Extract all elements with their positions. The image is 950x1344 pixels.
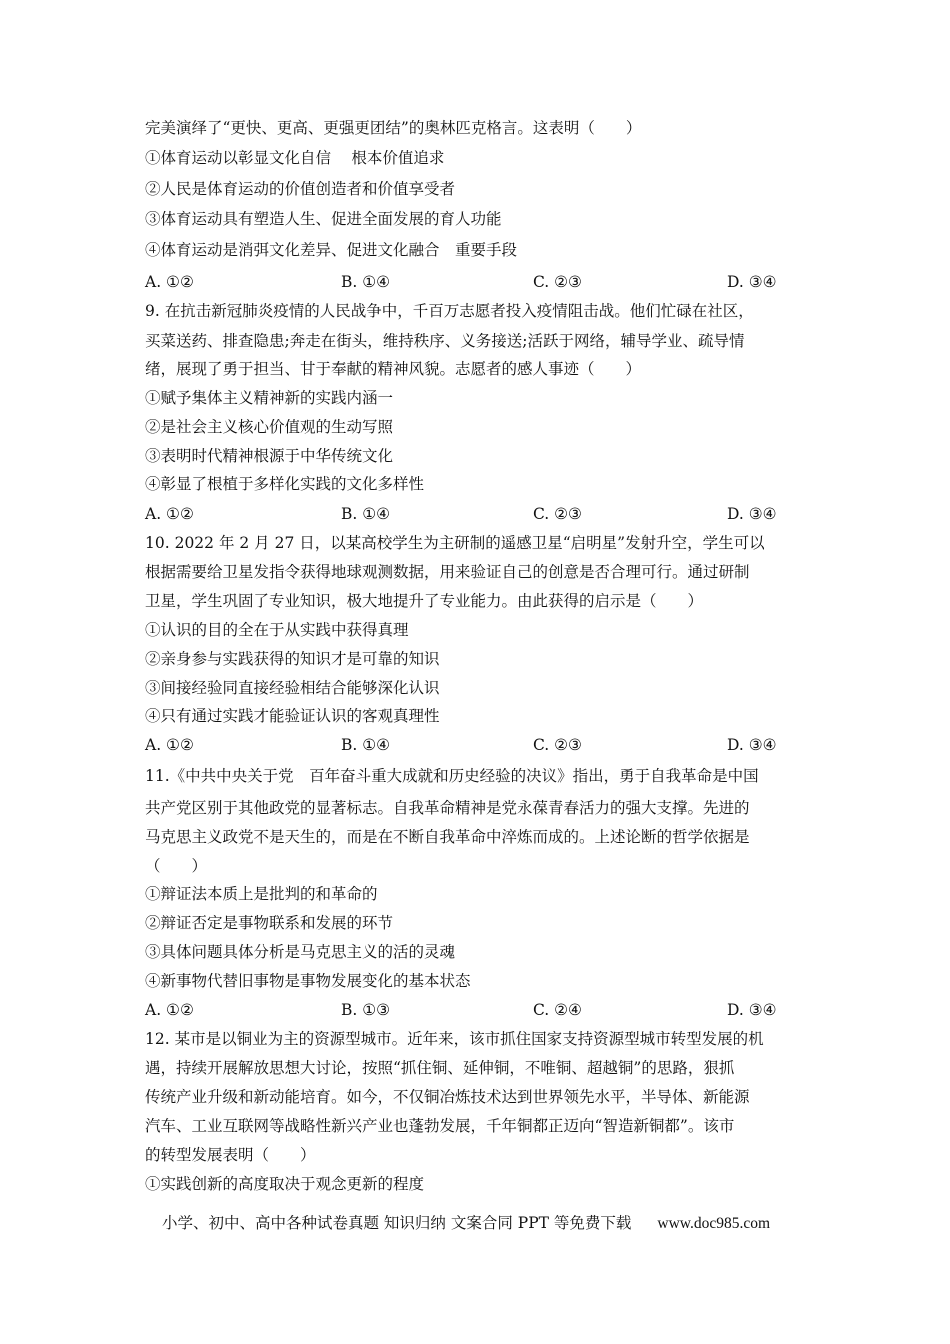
q8-option-d: D. ③④ <box>727 273 777 291</box>
q11-item-2: ②辩证否定是事物联系和发展的环节 <box>145 914 394 932</box>
q10-item-3: ③间接经验同直接经验相结合能够深化认识 <box>145 679 440 697</box>
q8-option-c: C. ②③ <box>533 273 582 291</box>
q8-options <box>145 272 805 292</box>
q11-option-d: D. ③④ <box>727 1001 777 1019</box>
q11-stem-line-1: 11.《中共中央关于党 百年奋斗重大成就和历史经验的决议》指出，勇于自我革命是中国 <box>145 767 759 785</box>
q10-option-b: B. ①④ <box>341 736 391 754</box>
q9-options <box>145 504 805 524</box>
q12-stem-line-4: 汽车、工业互联网等战略性新兴产业也蓬勃发展，千年铜都正迈向“智造新铜都”。该市 <box>145 1117 735 1135</box>
q9-option-c: C. ②③ <box>533 505 582 523</box>
q10-options <box>145 735 805 755</box>
q8-stem-line: 完美演绎了“更快、更高、更强更团结”的奥林匹克格言。这表明（ ） <box>145 119 642 137</box>
q9-stem-line-3: 绪，展现了勇于担当、甘于奉献的精神风貌。志愿者的感人事迹（ ） <box>145 360 642 378</box>
q10-item-4: ④只有通过实践才能验证认识的客观真理性 <box>145 707 440 725</box>
q8-item-2: ②人民是体育运动的价值创造者和价值享受者 <box>145 180 456 198</box>
q10-option-a: A. ①② <box>145 736 194 754</box>
footer-text: 小学、初中、高中各种试卷真题 知识归纳 文案合同 PPT 等免费下载 <box>162 1214 632 1232</box>
q9-option-a: A. ①② <box>145 505 194 523</box>
q10-item-1: ①认识的目的全在于从实践中获得真理 <box>145 621 409 639</box>
q11-option-a: A. ①② <box>145 1001 194 1019</box>
q11-stem-line-3: 马克思主义政党不是天生的，而是在不断自我革命中淬炼而成的。上述论断的哲学依据是 <box>145 828 750 846</box>
q9-stem-line-1: 9. 在抗击新冠肺炎疫情的人民战争中，千百万志愿者投入疫情阻击战。他们忙碌在社区， <box>145 302 754 320</box>
footer-url-link[interactable]: www.doc985.com <box>657 1215 771 1232</box>
q11-option-c: C. ②④ <box>533 1001 582 1019</box>
q10-stem-line-3: 卫星，学生巩固了专业知识，极大地提升了专业能力。由此获得的启示是（ ） <box>145 592 704 610</box>
q11-options <box>145 1000 805 1020</box>
q10-option-d: D. ③④ <box>727 736 777 754</box>
q12-stem-line-3: 传统产业升级和新动能培育。如今，不仅铜冶炼技术达到世界领先水平，半导体、新能源 <box>145 1088 750 1106</box>
q10-item-2: ②亲身参与实践获得的知识才是可靠的知识 <box>145 650 440 668</box>
q9-option-b: B. ①④ <box>341 505 391 523</box>
q10-stem-line-2: 根据需要给卫星发指令获得地球观测数据，用来验证自己的创意是否合理可行。通过研制 <box>145 563 750 581</box>
q12-item-1: ①实践创新的高度取决于观念更新的程度 <box>145 1175 425 1193</box>
q12-stem-line-1: 12. 某市是以铜业为主的资源型城市。近年来，该市抓住国家支持资源型城市转型发展的机 <box>145 1030 764 1048</box>
q11-option-b: B. ①③ <box>341 1001 391 1019</box>
q9-item-1: ①赋予集体主义精神新的实践内涵一 <box>145 389 394 407</box>
q8-item-3: ③体育运动具有塑造人生、促进全面发展的育人功能 <box>145 210 502 228</box>
q8-item-1: ①体育运动以彰显文化自信 根本价值追求 <box>145 149 445 167</box>
q9-item-3: ③表明时代精神根源于中华传统文化 <box>145 447 394 465</box>
q8-option-b: B. ①④ <box>341 273 391 291</box>
q11-item-3: ③具体问题具体分析是马克思主义的活的灵魂 <box>145 943 456 961</box>
q8-option-a: A. ①② <box>145 273 194 291</box>
q9-option-d: D. ③④ <box>727 505 777 523</box>
q10-option-c: C. ②③ <box>533 736 582 754</box>
q11-item-1: ①辩证法本质上是批判的和革命的 <box>145 885 378 903</box>
q12-stem-line-2: 遇，持续开展解放思想大讨论，按照“抓住铜、延伸铜，不唯铜、超越铜”的思路，狠抓 <box>145 1059 735 1077</box>
q12-stem-line-5: 的转型发展表明（ ） <box>145 1146 316 1164</box>
q11-item-4: ④新事物代替旧事物是事物发展变化的基本状态 <box>145 972 471 990</box>
q11-stem-line-2: 共产党区别于其他政党的显著标志。自我革命精神是党永葆青春活力的强大支撑。先进的 <box>145 799 750 817</box>
q9-stem-line-2: 买菜送药、排查隐患;奔走在街头，维持秩序、义务接送;活跃于网络，辅导学业、疏导情 <box>145 332 745 350</box>
q9-item-2: ②是社会主义核心价值观的生动写照 <box>145 418 394 436</box>
q10-stem-line-1: 10. 2022 年 2 月 27 日，以某高校学生为主研制的遥感卫星“启明星”发射升空，学生可以 <box>145 534 765 552</box>
page-footer <box>162 1213 770 1234</box>
q8-item-4: ④体育运动是消弭文化差异、促进文化融合 重要手段 <box>145 241 518 259</box>
q11-stem-line-4: （ ） <box>145 857 208 875</box>
q9-item-4: ④彰显了根植于多样化实践的文化多样性 <box>145 475 425 493</box>
